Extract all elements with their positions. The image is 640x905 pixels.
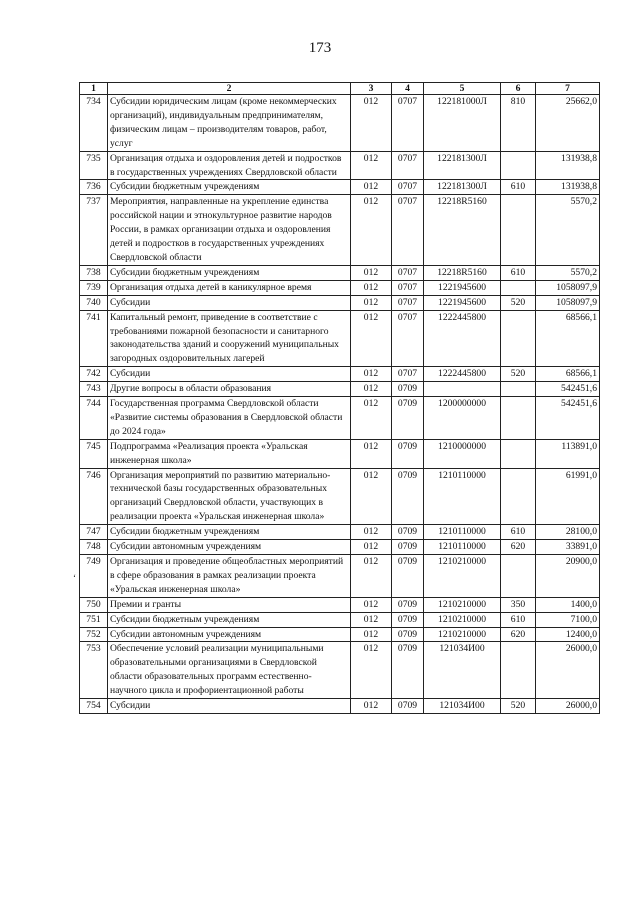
table-row [80,367,600,382]
ministry-code: 012 [351,525,392,540]
row-name: Субсидии бюджетным учреждениям [108,180,351,195]
expense-type-code [501,642,536,699]
expense-type-code: 610 [501,265,536,280]
amount: 113891,0 [536,439,600,468]
amount: 5570,2 [536,195,600,266]
target-article-code: 12218R5160 [424,265,501,280]
amount: 5570,2 [536,265,600,280]
column-header: 1 [80,83,108,95]
row-number: 743 [80,382,108,397]
amount: 1058097,9 [536,280,600,295]
expense-type-code: 520 [501,295,536,310]
amount: 7100,0 [536,612,600,627]
row-number: 742 [80,367,108,382]
row-name: Организация отдыха детей в каникулярное время [108,280,351,295]
table-row [80,265,600,280]
row-name: Обеспечение условий реализации муниципальными образовательными организациями в Свердловской области образовательных программ естественно-научного цикла и профориентационной работы [108,642,351,699]
row-number: 740 [80,295,108,310]
row-number: 741 [80,310,108,367]
amount: 61991,0 [536,468,600,525]
row-number: 753 [80,642,108,699]
row-name: Субсидии автономным учреждениям [108,540,351,555]
table-row [80,95,600,152]
row-name: Организация отдыха и оздоровления детей и подростков в государственных учреждениях Свердловской области [108,151,351,180]
amount: 33891,0 [536,540,600,555]
section-code: 0707 [392,280,424,295]
ministry-code: 012 [351,612,392,627]
ministry-code: 012 [351,439,392,468]
expense-type-code [501,195,536,266]
amount: 1058097,9 [536,295,600,310]
amount: 68566,1 [536,310,600,367]
target-article-code: 122181000Л [424,95,501,152]
row-number: 747 [80,525,108,540]
expense-type-code [501,468,536,525]
ministry-code: 012 [351,367,392,382]
expense-type-code: 520 [501,367,536,382]
row-number: 748 [80,540,108,555]
column-header: 3 [351,83,392,95]
budget-table [79,82,600,714]
target-article-code: 1210210000 [424,555,501,598]
ministry-code: 012 [351,382,392,397]
section-code: 0709 [392,439,424,468]
section-code: 0707 [392,367,424,382]
target-article-code: 122181300Л [424,180,501,195]
expense-type-code: 620 [501,540,536,555]
row-number: 734 [80,95,108,152]
section-code: 0709 [392,612,424,627]
row-number: 739 [80,280,108,295]
row-name: Субсидии бюджетным учреждениям [108,265,351,280]
target-article-code: 1221945600 [424,295,501,310]
row-name: Субсидии [108,367,351,382]
table-row [80,612,600,627]
row-name: Субсидии [108,295,351,310]
table-row [80,699,600,714]
table-row [80,642,600,699]
row-number: 736 [80,180,108,195]
section-code: 0707 [392,195,424,266]
table-row [80,397,600,440]
amount: 68566,1 [536,367,600,382]
row-number: 746 [80,468,108,525]
target-article-code: 1210110000 [424,540,501,555]
expense-type-code [501,439,536,468]
table-row [80,280,600,295]
section-code: 0709 [392,597,424,612]
ministry-code: 012 [351,597,392,612]
section-code: 0709 [392,540,424,555]
expense-type-code: 620 [501,627,536,642]
ministry-code: 012 [351,180,392,195]
section-code: 0709 [392,397,424,440]
row-name: Премии и гранты [108,597,351,612]
expense-type-code [501,555,536,598]
expense-type-code: 610 [501,525,536,540]
row-number: 752 [80,627,108,642]
table-row [80,540,600,555]
amount: 26000,0 [536,642,600,699]
row-name: Организация мероприятий по развитию материально-технической базы государственных образовательных организаций Свердловской области, участвующих в реализации проекта «Уральская инженерная школа» [108,468,351,525]
amount: 1400,0 [536,597,600,612]
ministry-code: 012 [351,699,392,714]
target-article-code [424,382,501,397]
row-name: Подпрограмма «Реализация проекта «Уральская инженерная школа» [108,439,351,468]
ministry-code: 012 [351,310,392,367]
target-article-code: 1200000000 [424,397,501,440]
row-name: Другие вопросы в области образования [108,382,351,397]
ministry-code: 012 [351,627,392,642]
table-row [80,295,600,310]
column-header: 5 [424,83,501,95]
table-row [80,382,600,397]
ministry-code: 012 [351,642,392,699]
row-name: Капитальный ремонт, приведение в соответствие с требованиями пожарной безопасности и санитарного законодательства зданий и сооружений муниципальных загородных оздоровительных лагерей [108,310,351,367]
expense-type-code: 350 [501,597,536,612]
amount: 26000,0 [536,699,600,714]
table-row [80,310,600,367]
ministry-code: 012 [351,295,392,310]
row-name: Мероприятия, направленные на укрепление единства российской нации и этнокультурное развитие народов России, в рамках организации отдыха и оздоровления детей и подростков в государственных учреждениях Свердловской области [108,195,351,266]
section-code: 0707 [392,95,424,152]
section-code: 0709 [392,525,424,540]
target-article-code: 12218R5160 [424,195,501,266]
table-row [80,525,600,540]
expense-type-code [501,151,536,180]
section-code: 0707 [392,151,424,180]
ministry-code: 012 [351,280,392,295]
column-header: 2 [108,83,351,95]
table-row [80,597,600,612]
target-article-code: 1222445800 [424,310,501,367]
table-row [80,468,600,525]
amount: 542451,6 [536,382,600,397]
ministry-code: 012 [351,195,392,266]
section-code: 0707 [392,295,424,310]
row-name: Субсидии автономным учреждениям [108,627,351,642]
target-article-code: 1210210000 [424,612,501,627]
amount: 12400,0 [536,627,600,642]
ministry-code: 012 [351,95,392,152]
expense-type-code [501,382,536,397]
table-row [80,627,600,642]
row-number: 749 [80,555,108,598]
row-number: 744 [80,397,108,440]
target-article-code: 1210110000 [424,468,501,525]
target-article-code: 121034И00 [424,699,501,714]
target-article-code: 1221945600 [424,280,501,295]
target-article-code: 1210210000 [424,627,501,642]
table-row [80,195,600,266]
ministry-code: 012 [351,397,392,440]
table-row [80,180,600,195]
target-article-code: 1222445800 [424,367,501,382]
row-name: Субсидии юридическим лицам (кроме некоммерческих организаций), индивидуальным предпринимателям, физическим лицам – производителям товаров, работ, услуг [108,95,351,152]
section-code: 0707 [392,180,424,195]
row-name: Субсидии бюджетным учреждениям [108,612,351,627]
row-name: Государственная программа Свердловской области «Развитие системы образования в Свердловской области до 2024 года» [108,397,351,440]
row-number: 754 [80,699,108,714]
row-name: Субсидии [108,699,351,714]
section-code: 0709 [392,468,424,525]
expense-type-code: 520 [501,699,536,714]
ministry-code: 012 [351,265,392,280]
row-number: 745 [80,439,108,468]
section-code: 0709 [392,699,424,714]
target-article-code: 1210110000 [424,525,501,540]
section-code: 0707 [392,265,424,280]
target-article-code: 121034И00 [424,642,501,699]
row-number: 737 [80,195,108,266]
table-row [80,555,600,598]
margin-mark: ʻ [73,573,76,583]
expense-type-code [501,310,536,367]
expense-type-code [501,280,536,295]
column-header: 7 [536,83,600,95]
target-article-code: 122181300Л [424,151,501,180]
expense-type-code: 810 [501,95,536,152]
section-code: 0709 [392,642,424,699]
column-header: 4 [392,83,424,95]
section-code: 0709 [392,555,424,598]
row-number: 735 [80,151,108,180]
table-row [80,439,600,468]
ministry-code: 012 [351,151,392,180]
amount: 131938,8 [536,180,600,195]
section-code: 0709 [392,627,424,642]
target-article-code: 1210000000 [424,439,501,468]
row-name: Организация и проведение общеобластных мероприятий в сфере образования в рамках реализации проекта «Уральская инженерная школа» [108,555,351,598]
expense-type-code: 610 [501,612,536,627]
amount: 131938,8 [536,151,600,180]
ministry-code: 012 [351,468,392,525]
page-number: 173 [308,40,332,56]
amount: 28100,0 [536,525,600,540]
ministry-code: 012 [351,540,392,555]
section-code: 0709 [392,382,424,397]
ministry-code: 012 [351,555,392,598]
column-header: 6 [501,83,536,95]
header-row [80,83,600,95]
section-code: 0707 [392,310,424,367]
amount: 542451,6 [536,397,600,440]
row-number: 750 [80,597,108,612]
table-row [80,151,600,180]
expense-type-code [501,397,536,440]
row-number: 751 [80,612,108,627]
expense-type-code: 610 [501,180,536,195]
amount: 25662,0 [536,95,600,152]
row-name: Субсидии бюджетным учреждениям [108,525,351,540]
amount: 20900,0 [536,555,600,598]
row-number: 738 [80,265,108,280]
target-article-code: 1210210000 [424,597,501,612]
